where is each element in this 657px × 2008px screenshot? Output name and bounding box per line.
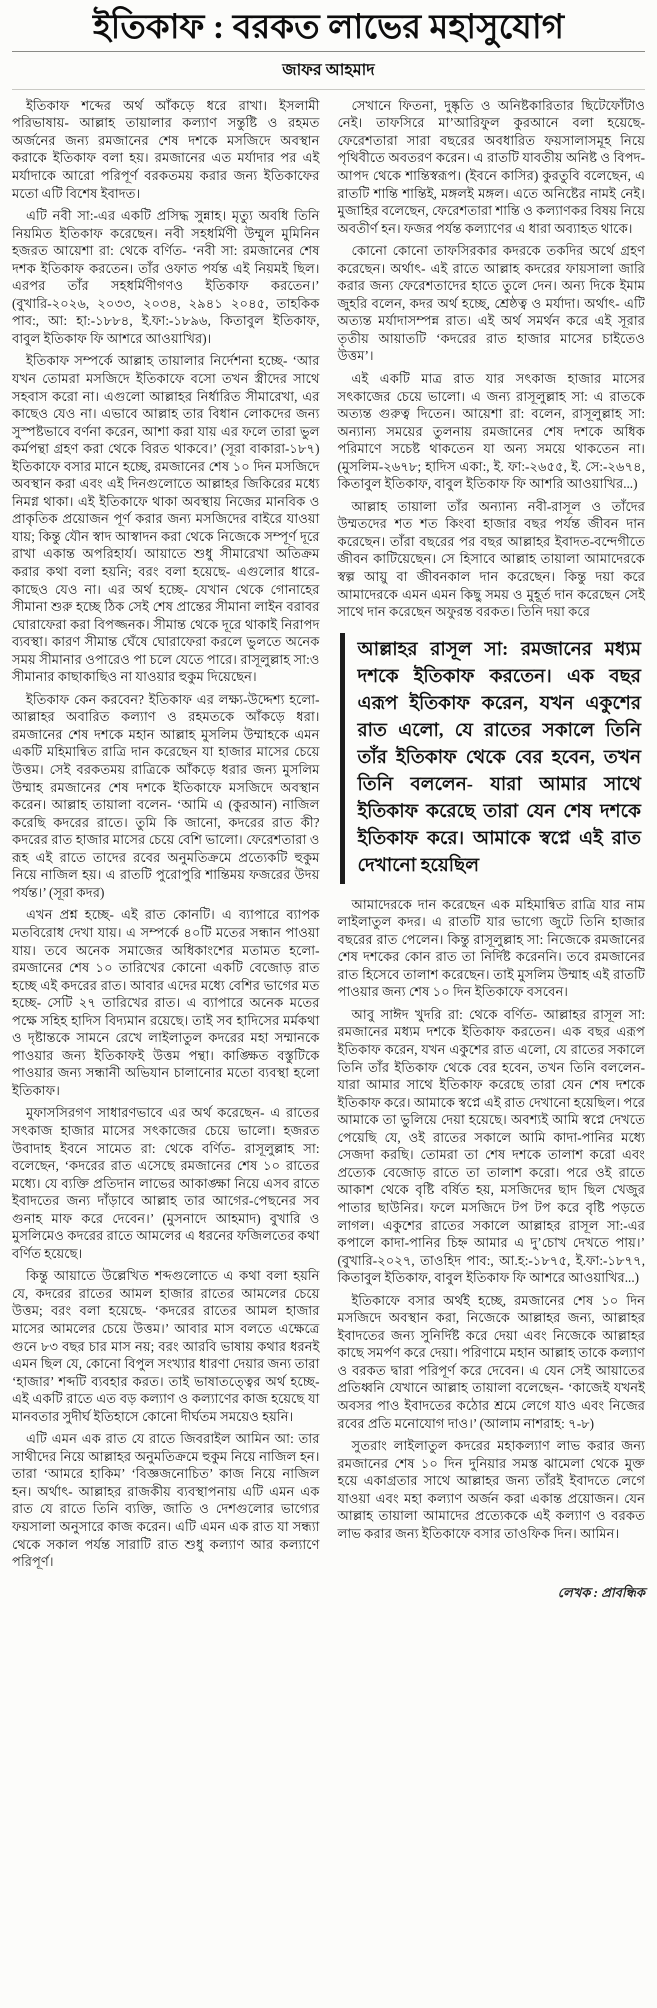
article-title: ইতিকাফ : বরকত লাভের মহাসুযোগ xyxy=(92,9,564,46)
body-paragraph: মুফাসসিরগণ সাধারণভাবে এর অর্থ করেছেন- এ রাতের সৎকাজ হাজার মাসের সৎকাজের চেয়ে ভালো। হজরত উবাদাহ ইবনে সামেত রা: থেকে বর্ণিত- রাসূলুল্লাহ সা: বলেছেন, ‘কদরের রাত এসেছে রমজানের শেষ ১০ রাতের মধ্যে। যে ব্যক্তি প্রতিদান লাভের আকাঙ্ক্ষা নিয়ে এসব রাতে ইবাদতের জন্য দাঁড়াবে আল্লাহ তার আগের-পেছনের সব গুনাহ মাফ করে দেবেন।’ (মুসনাদে আহমাদ) বুখারি ও মুসলিমেও কদরের রাতে আমলের এ ধরনের ফজিলতের কথা বর্ণিত হয়েছে। xyxy=(12,1105,320,1261)
body-paragraph: সেখানে ফিতনা, দুষ্কৃতি ও অনিষ্টকারিতার ছিটেফোঁটাও নেই। তাফসিরে মা’আরিফুল কুরআনে বলা হয়েছে- ফেরেশতারা সারা বছরের অবধারিত ফয়সালাসমূহ নিয়ে পৃথিবীতে অবতরণ করেন। এ রাতটি যাবতীয় অনিষ্ট ও বিপদ-আপদ থেকে শান্তিস্বরূপ। (ইবনে কাসির) কুরতুবি বলেছেন, এ রাতটি শান্তি শান্তিই, মঙ্গলই মঙ্গল। এতে অনিষ্টের নামই নেই। মুজাহির বলেছেন, ফেরেশতারা শান্তি ও কল্যাণকর বিষয় নিয়ে অবতীর্ণ হন। ফজর পর্যন্ত কল্যাণের এ ধারা অব্যাহত থাকে। xyxy=(337,97,645,236)
body-paragraph: এখন প্রশ্ন হচ্ছে- এই রাত কোনটি। এ ব্যাপারে ব্যাপক মতবিরোধ দেখা যায়। এ সম্পর্কে ৪০টি মতের সন্ধান পাওয়া যায়। তবে অনেক সমাজের অধিকাংশের মতামত হলো- রমজানের শেষ ১০ তারিখের কোনো একটি বেজোড় রাত হচ্ছে এই কদরের রাত। আবার এদের মধ্যে বেশির ভাগের মত হচ্ছে- সেটি ২৭ তারিখের রাত। এ ব্যাপারে অনেক মতের পক্ষে সহিহ হাদিস বিদ্যমান রয়েছে। তাই সব হাদিসের মর্মকথা ও দৃষ্টান্তকে সামনে রেখে লাইলাতুল কদরের মহা সম্মানকে পাওয়ার জন্য ইতিকাফই উত্তম পন্থা। কাঙ্ক্ষিত বস্তুটিকে পাওয়ার জন্য সন্ধানী অভিযান চালানোর মতো ব্যবস্থা হলো ইতিকাফ। xyxy=(12,907,320,1098)
author-credit: লেখক : প্রাবন্ধিক xyxy=(557,1584,645,1600)
body-paragraph: ইতিকাফ শব্দের অর্থ আঁকড়ে ধরে রাখা। ইসলামী পরিভাষায়- আল্লাহ তায়ালার কল্যাণ সন্তুষ্টি ও রহমত অর্জনের জন্য রমজানের শেষ দশকে মসজিদে অবস্থান করাকে ইতিকাফ বলা হয়। রমজানের এত মর্যাদার পর এই মর্যাদাকে আরো পরিপূর্ণ বরকতময় করার জন্য ইতিকাফের মতো এটি বিশেষ ইবাদত। xyxy=(12,97,320,201)
body-paragraph: এটি এমন এক রাত যে রাতে জিবরাইল আমিন আ: তার সাথীদের নিয়ে আল্লাহর অনুমতিক্রমে হুকুম নিয়ে নাজিল হন। তারা ‘আমরে হাকিম’ ‘বিজ্ঞজনোচিত’ কাজ নিয়ে নাজিল হন। অর্থাৎ- আল্লাহর রাজকীয় ব্যবস্থাপনায় এটি এমন এক রাত যে রাতে তিনি ব্যক্তি, জাতি ও দেশগুলোর ভাগ্যের ফয়সালা অনুসারে কাজ করেন। এটি এমন এক রাত যা সন্ধ্যা থেকে সকাল পর্যন্ত সারাটি রাত শুধু কল্যাণ আর কল্যাণে পরিপূর্ণ। xyxy=(12,1431,320,1570)
body-paragraph: ইতিকাফ সম্পর্কে আল্লাহ তায়ালার নির্দেশনা হচ্ছে- ‘আর যখন তোমরা মসজিদে ইতিকাফে বসো তখন স্ত্রীদের সাথে সহবাস করো না। এগুলো আল্লাহর নির্ধারিত সীমারেখা, এর কাছেও যেও না। এভাবে আল্লাহ তার বিধান লোকদের জন্য সুস্পষ্টভাবে বর্ণনা করেন, আশা করা যায় এর ফলে তারা ভুল কর্মপন্থা গ্রহণ করা থেকে বিরত থাকবে।’ (সূরা বাকারা-১৮৭) ইতিকাফে বসার মানে হচ্ছে, রমজানের শেষ ১০ দিন মসজিদে অবস্থান করা এবং এই দিনগুলোতে আল্লাহর জিকিরের মধ্যে নিমগ্ন থাকা। এই ইতিকাফে থাকা অবস্থায় নিজের মানবিক ও প্রাকৃতিক প্রয়োজন পূর্ণ করার জন্য মসজিদের বাইরে যাওয়া যায়; কিন্তু যৌন স্বাদ আস্বাদন করা থেকে নিজেকে সম্পূর্ণ দূরে রাখা একান্ত অপরিহার্য। আয়াতে শুধু সীমারেখা অতিক্রম করার কথা বলা হয়নি; বরং বলা হয়েছে- এগুলোর ধারে-কাছেও যেও না। এর অর্থ হচ্ছে- যেখান থেকে গোনাহের সীমানা শুরু হচ্ছে ঠিক সেই শেষ প্রান্তের সীমানা লাইন বরাবর ঘোরাফেরা করা বিপজ্জনক। সীমান্ত থেকে দূরে থাকাই নিরাপদ ব্যবস্থা। কারণ সীমান্ত ঘেঁষে ঘোরাফেরা করলে ভুলতে অনেক সময় সীমানার ওপারেও পা চলে যেতে পারে। রাসূলুল্লাহ সা:ও সীমানার কাছাকাছিও না যাওয়ার হুকুম দিয়েছেন। xyxy=(12,353,320,685)
article-header xyxy=(12,8,645,52)
body-paragraph: আবু সাঈদ খুদরি রা: থেকে বর্ণিত- আল্লাহর রাসূল সা: রমজানের মধ্যম দশকে ইতিকাফ করতেন। এক বছর এরূপ ইতিকাফ করেন, যখন একুশের রাত এলো, যে রাতের সকালে তিনি তাঁর ইতিকাফ থেকে বের হবেন, তখন তিনি বললেন- যারা আমার সাথে ইতিকাফ করেছে তারা যেন শেষ দশকে ইতিকাফ করে। আমাকে স্বপ্নে এই রাত দেখানো হয়েছিল। পরে আমাকে তা ভুলিয়ে দেয়া হয়েছে। অবশ্যই আমি স্বপ্নে দেখতে পেয়েছি যে, ওই রাতের সকালে আমি কাদা-পানির মধ্যে সেজদা করছি। তোমরা তা শেষ দশকে তালাশ করো এবং প্রত্যেক বেজোড় রাতে তা তালাশ করো। পরে ওই রাতে আকাশ থেকে বৃষ্টি বর্ষিত হয়, মসজিদের ছাদ ছিল খেজুর পাতার ছাউনির। ফলে মসজিদে টপ টপ করে বৃষ্টি পড়তে লাগল। একুশের রাতের সকালে আল্লাহর রাসূল সা:-এর কপালে কাদা-পানির চিহ্ন আমার এ দু’চোখ দেখতে পায়।’ (বুখারি-২০২৭, তাওহিদ পাব:, আ.হ:-১৮৭৫, ই.ফা:-১৮৭৭, কিতাবুল ইতিকাফ, বাবুল ইতিকাফ ফি আশরে আওয়াখির...) xyxy=(337,1006,645,1286)
body-paragraph: আল্লাহ তায়ালা তাঁর অন্যান্য নবী-রাসূল ও তাঁদের উম্মতদের শত শত কিংবা হাজার বছর পর্যন্ত জীবন দান করেছেন। তাঁরা বছরের পর বছর আল্লাহর ইবাদত-বন্দেগীতে জীবন কাটিয়েছেন। সে হিসাবে আল্লাহ তায়ালা আমাদেরকে স্বল্প আয়ু বা জীবনকাল দান করেছেন। কিন্তু দয়া করে আমাদেরকে এমন এমন কিছু সময় ও মুহূর্ত দান করেছেন সেই সাথে দান করেছেন অফুরন্ত বরকত। তিনি দয়া করে xyxy=(337,498,645,620)
right-column xyxy=(338,97,646,1548)
body-paragraph: ইতিকাফে বসার অর্থই হচ্ছে, রমজানের শেষ ১০ দিন মসজিদে অবস্থান করা, নিজেকে আল্লাহর জন্য, আল্লাহর ইবাদতের জন্য সুনির্দিষ্ট করে দেয়া এবং নিজেকে আল্লাহর কাছে সমর্পণ করে দেয়া। পরিণামে মহান আল্লাহ তাকে কল্যাণ ও বরকত দ্বারা পরিপূর্ণ করে দেবেন। এ যেন সেই আয়াতের প্রতিধ্বনি যেখানে আল্লাহ তায়ালা বলেছেন- ‘কাজেই যখনই অবসর পাও ইবাদতের কঠোর শ্রমে লেগে যাও এবং নিজের রবের প্রতি মনোযোগ দাও।’ (আলাম নাশরাহ: ৭-৮) xyxy=(337,1292,645,1431)
pull-quote: আল্লাহর রাসূল সা: রমজানের মধ্যম দশকে ইতিকাফ করতেন। এক বছর এরূপ ইতিকাফ করেন, যখন একুশের রাত এলো, যে রাতের সকালে তিনি তাঁর ইতিকাফ থেকে বের হবেন, তখন তিনি বললেন- যারা আমার সাথে ইতিকাফ করেছে তারা যেন শেষ দশকে ইতিকাফ করে। আমাকে স্বপ্নে এই রাত দেখানো হয়েছিল xyxy=(340,633,646,884)
body-paragraph: ইতিকাফ কেন করবেন? ইতিকাফ এর লক্ষ্য-উদ্দেশ্য হলো- আল্লাহর অবারিত কল্যাণ ও রহমতকে আঁকড়ে ধরা। রমজানের শেষ দশকে মহান আল্লাহ মুসলিম উম্মাহকে এমন একটি মহিমান্বিত রাত্রি দান করেছেন যা হাজার মাসের চেয়ে উত্তম। সেই বরকতময় রাত্রিকে আঁকড়ে ধরার জন্য মুসলিম উম্মাহ রমজানের শেষ দশকে ইতিকাফে মসজিদে অবস্থান করেন। আল্লাহ তায়ালা বলেন- ‘আমি এ (কুরআন) নাজিল করেছি কদরের রাতে। তুমি কি জানো, কদরের রাত কী? কদরের রাত হাজার মাসের চেয়ে বেশি ভালো। ফেরেশতারা ও রূহ এই রাতে তাদের রবের অনুমতিক্রমে প্রত্যেকটি হুকুম নিয়ে নাজিল হয়। এ রাতটি পুরোপুরি শান্তিময় ফজরের উদয় পর্যন্ত।’ (সূরা কদর) xyxy=(12,691,320,900)
article-body xyxy=(12,97,645,1576)
left-column xyxy=(12,97,320,1576)
author-byline: জাফর আহমাদ xyxy=(12,54,645,90)
body-paragraph: এটি নবী সা:-এর একটি প্রসিদ্ধ সুন্নাহ। মৃত্যু অবধি তিনি নিয়মিত ইতিকাফ করেছেন। নবী সহধর্মিণী উম্মুল মুমিনিন হজরত আয়েশা রা: থেকে বর্ণিত- ‘নবী সা: রমজানের শেষ দশক ইতিকাফ করতেন। তাঁর ওফাত পর্যন্ত এই নিয়মই ছিল। এরপর তাঁর সহধর্মিণীগণও ইতিকাফ করতেন।’ (বুখারি-২০২৬, ২০৩৩, ২০৩৪, ২৯৪১ ২০৪৫, তাহকিক পাব:, আ: হা:-১৮৮৪, ই.ফা:-১৮৯৬, কিতাবুল ইতিকাফ, বাবুল ইতিকাফ ফি আশরে আওয়াখির)। xyxy=(12,208,320,346)
body-paragraph: কোনো কোনো তাফসিরকার কদরকে তকদির অর্থে গ্রহণ করেছেন। অর্থাৎ- এই রাতে আল্লাহ কদরের ফায়সালা জারি করার জন্য ফেরেশতাদের হাতে তুলে দেন। অন্য দিকে ইমাম জুহরি বলেন, কদর অর্থ হচ্ছে, শ্রেষ্ঠত্ব ও মর্যাদা। অর্থাৎ- এটি অত্যন্ত মর্যাদাসম্পন্ন রাত। এই অর্থ সমর্থন করে এই সূরার তৃতীয় আয়াতটি ‘কদরের রাত হাজার মাসের চাইতেও উত্তম’। xyxy=(337,243,645,364)
body-paragraph: কিন্তু আয়াতে উল্লেখিত শব্দগুলোতে এ কথা বলা হয়নি যে, কদরের রাতের আমল হাজার রাতের আমলের চেয়ে উত্তম; বরং বলা হয়েছে- ‘কদরের রাতের আমল হাজার মাসের আমলের চেয়ে উত্তম।’ আবার মাস বলতে এক্ষেত্রে গুনে ৮৩ বছর চার মাস নয়; বরং আরবি ভাষায় কথার ধরনই এমন ছিল যে, কোনো বিপুল সংখ্যার ধারণা দেয়ার জন্য তারা ‘হাজার’ শব্দটি ব্যবহার করত। তাই ভাষাতত্ত্বের অর্থ হচ্ছে- এই একটি রাতে এত বড় কল্যাণ ও কল্যাণের কাজ হয়েছে যা মানবতার সুদীর্ঘ ইতিহাসে কোনো দীর্ঘতম সময়েও হয়নি। xyxy=(12,1268,320,1424)
body-paragraph: আমাদেরকে দান করেছেন এক মহিমান্বিত রাত্রি যার নাম লাইলাতুল কদর। এ রাতটি যার ভাগ্যে জুটে তিনি হাজার বছরের রাত পেলেন। কিন্তু রাসূলুল্লাহ সা: নিজেকে রমজানের শেষ দশকের কোন রাত তা নির্দিষ্ট করেননি। তবে রমজানের রাত হিসেবে তালাশ করেছেন। তাই মুসলিম উম্মাহ এই রাতটি পাওয়ার জন্য শেষ ১০ দিন ইতিকাফে বসবেন। xyxy=(337,896,645,1000)
body-paragraph: সুতরাং লাইলাতুল কদরের মহাকল্যাণ লাভ করার জন্য রমজানের শেষ ১০ দিন দুনিয়ার সমস্ত ঝামেলা থেকে মুক্ত হয়ে একাগ্রতার সাথে আল্লাহর জন্য তাঁরই ইবাদতে লেগে যাওয়া এবং মহা কল্যাণ অর্জন করা একান্ত প্রয়োজন। যেন আল্লাহ তায়ালা আমাদের প্রত্যেককে এই কল্যাণ ও বরকত লাভ করার জন্য ইতিকাফে বসার তাওফিক দিন। আমিন। xyxy=(337,1438,645,1541)
body-paragraph: এই একটি মাত্র রাত যার সৎকাজ হাজার মাসের সৎকাজের চেয়ে ভালো। এ জন্য রাসূলুল্লাহ সা: এ রাতকে অত্যন্ত গুরুত্ব দিতেন। আয়েশা রা: বলেন, রাসূলুল্লাহ সা: অন্যান্য সময়ের তুলনায় রমজানের শেষ দশকে অধিক পরিমাণে সচেষ্ট থাকতেন যা অন্য সময়ে থাকতেন না। (মুসলিম-২৬৭৮; হাদিস একা:, ই. ফা:-২৬৫৫, ই. সে:-২৬৭৪, কিতাবুল ইতিকাফ, বাবুল ইতিকাফ ফি আশরি আওয়াখির...) xyxy=(337,371,645,492)
